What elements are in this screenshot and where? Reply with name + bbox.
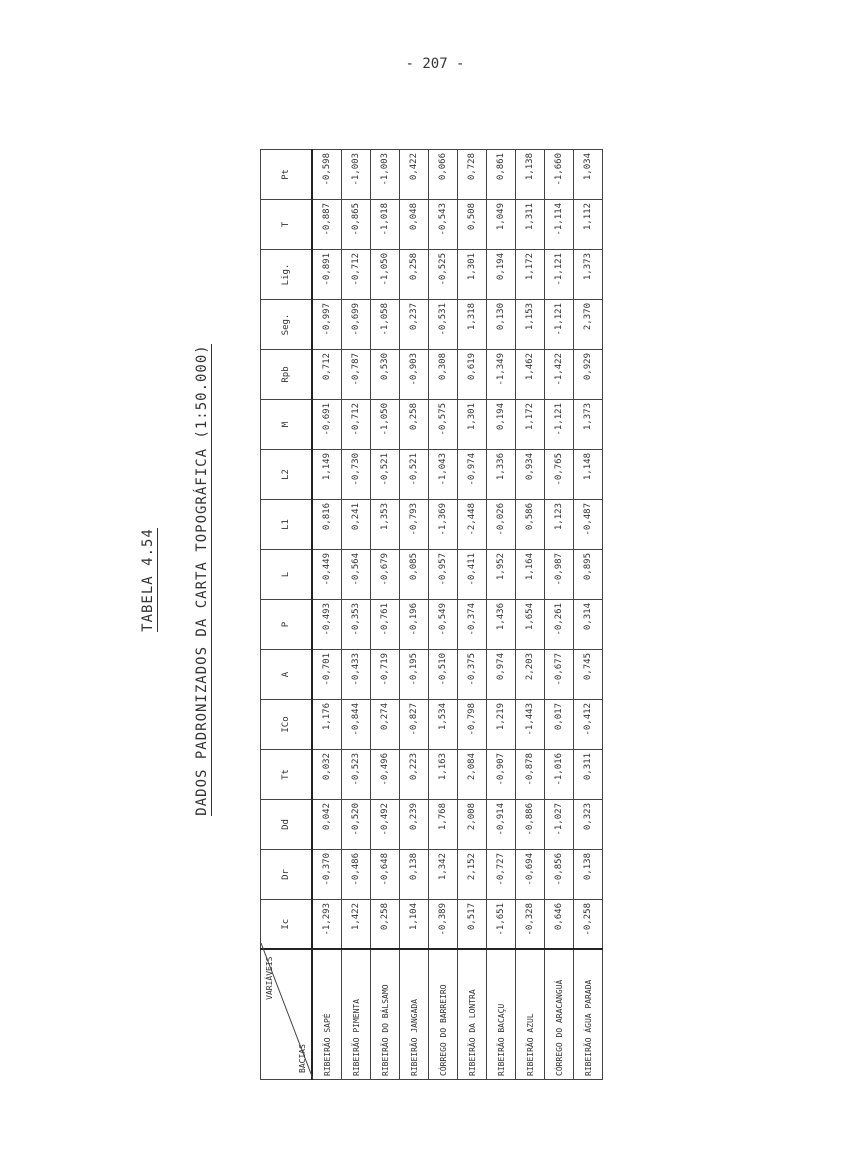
table-cell: 0,311: [574, 750, 603, 800]
table-cell: 0,258: [400, 400, 429, 450]
basin-name: RIBEIRÃO DA LONTRA: [458, 950, 487, 1080]
table-cell: 0,314: [574, 600, 603, 650]
table-cell: 0,929: [574, 350, 603, 400]
table-cell: -0,914: [487, 800, 516, 850]
table-row: [312, 150, 342, 1080]
basin-name: CÓRREGO DO BARREIRO: [429, 950, 458, 1080]
basin-name: RIBEIRÃO BACAÇU: [487, 950, 516, 1080]
basin-name: CÓRREGO DO ARACANGUÁ: [545, 950, 574, 1080]
table-cell: -0,903: [400, 350, 429, 400]
table-row: [545, 150, 574, 1080]
table-cell: -0,411: [458, 550, 487, 600]
table-cell: -0,891: [312, 250, 342, 300]
table-cell: 1,654: [516, 600, 545, 650]
table-cell: -0,353: [342, 600, 371, 650]
table-cell: 2,370: [574, 300, 603, 350]
table-cell: -2,448: [458, 500, 487, 550]
table-cell: 0,323: [574, 800, 603, 850]
table-cell: -0,719: [371, 650, 400, 700]
table-cell: -0,496: [371, 750, 400, 800]
table-cell: 1,149: [312, 450, 342, 500]
table-cell: -0,827: [400, 700, 429, 750]
table-cell: 1,342: [429, 850, 458, 900]
table-cell: 0,223: [400, 750, 429, 800]
table-cell: -0,258: [574, 900, 603, 950]
table-cell: -0,679: [371, 550, 400, 600]
table-cell: -0,761: [371, 600, 400, 650]
table-cell: 1,176: [312, 700, 342, 750]
column-header: Rpb: [261, 350, 313, 400]
table-cell: 0,974: [487, 650, 516, 700]
table-cell: -0,492: [371, 800, 400, 850]
table-row: [371, 150, 400, 1080]
table-cell: -0,844: [342, 700, 371, 750]
table-cell: -0,389: [429, 900, 458, 950]
table-cell: 1,049: [487, 200, 516, 250]
table-cell: 1,373: [574, 250, 603, 300]
table-row: [516, 150, 545, 1080]
table-cell: -0,793: [400, 500, 429, 550]
table-cell: 1,153: [516, 300, 545, 350]
table-cell: -0,531: [429, 300, 458, 350]
table-cell: 1,219: [487, 700, 516, 750]
table-cell: -1,660: [545, 150, 574, 200]
table-cell: 0,258: [400, 250, 429, 300]
table-title: [194, 70, 210, 1090]
header-variables-label: VARIÁVEIS: [265, 956, 274, 1000]
table-cell: -0,787: [342, 350, 371, 400]
table-cell: 0,508: [458, 200, 487, 250]
table-cell: 1,952: [487, 550, 516, 600]
data-table: [260, 149, 603, 1080]
table-label: [140, 70, 156, 1090]
table-cell: -0,856: [545, 850, 574, 900]
table-cell: -0,648: [371, 850, 400, 900]
table-cell: 0,934: [516, 450, 545, 500]
table-cell: -1,422: [545, 350, 574, 400]
table-row: [342, 150, 371, 1080]
table-row: [574, 150, 603, 1080]
table-cell: 1,034: [574, 150, 603, 200]
table-cell: 1,301: [458, 250, 487, 300]
basin-name: RIBEIRÃO ÁGUA PARADA: [574, 950, 603, 1080]
column-header: Pt: [261, 150, 313, 200]
table-cell: -1,018: [371, 200, 400, 250]
table-row: [400, 150, 429, 1080]
table-cell: -0,677: [545, 650, 574, 700]
table-cell: 0,274: [371, 700, 400, 750]
table-cell: 0,017: [545, 700, 574, 750]
table-cell: -0,195: [400, 650, 429, 700]
table-cell: 0,194: [487, 250, 516, 300]
column-header: Dd: [261, 800, 313, 850]
header-row: [261, 150, 313, 1080]
table-cell: 1,422: [342, 900, 371, 950]
table-cell: 1,373: [574, 400, 603, 450]
column-header: Tt: [261, 750, 313, 800]
table-cell: -1,003: [342, 150, 371, 200]
table-cell: -0,887: [312, 200, 342, 250]
column-header: ICo: [261, 700, 313, 750]
table-cell: -0,727: [487, 850, 516, 900]
table-cell: -1,050: [371, 400, 400, 450]
table-cell: 1,172: [516, 250, 545, 300]
table-cell: 0,239: [400, 800, 429, 850]
table-cell: -0,521: [400, 450, 429, 500]
table-cell: -0,196: [400, 600, 429, 650]
basin-name: RIBEIRÃO SAPÉ: [312, 950, 342, 1080]
table-cell: 1,148: [574, 450, 603, 500]
table-cell: -0,691: [312, 400, 342, 450]
table-cell: -0,907: [487, 750, 516, 800]
table-cell: 0,619: [458, 350, 487, 400]
table-cell: -0,261: [545, 600, 574, 650]
table-cell: 2,008: [458, 800, 487, 850]
table-cell: -0,712: [342, 400, 371, 450]
table-cell: -1,058: [371, 300, 400, 350]
table-cell: 1,172: [516, 400, 545, 450]
table-cell: 1,318: [458, 300, 487, 350]
table-cell: -0,575: [429, 400, 458, 450]
table-cell: -0,865: [342, 200, 371, 250]
table-cell: -0,520: [342, 800, 371, 850]
table-cell: 0,712: [312, 350, 342, 400]
column-header: L: [261, 550, 313, 600]
table-cell: -0,974: [458, 450, 487, 500]
table-cell: 0,728: [458, 150, 487, 200]
table-cell: -1,003: [371, 150, 400, 200]
table-cell: 1,112: [574, 200, 603, 250]
table-cell: 0,042: [312, 800, 342, 850]
table-cell: -1,443: [516, 700, 545, 750]
table-body: [312, 150, 603, 1080]
table-row: [458, 150, 487, 1080]
table-title-text: DADOS PADRONIZADOS DA CARTA TOPOGRÁFICA (1:50.000): [194, 344, 210, 816]
table-cell: -0,412: [574, 700, 603, 750]
table-cell: 0,745: [574, 650, 603, 700]
header-basins-label: BACIAS: [298, 1044, 307, 1073]
table-cell: 1,138: [516, 150, 545, 200]
table-cell: 1,164: [516, 550, 545, 600]
table-cell: -0,370: [312, 850, 342, 900]
table-cell: 0,308: [429, 350, 458, 400]
table-cell: -0,701: [312, 650, 342, 700]
table-cell: -0,564: [342, 550, 371, 600]
table-label-text: TABELA 4.54: [140, 528, 156, 632]
table-cell: 0,048: [400, 200, 429, 250]
table-cell: -1,121: [545, 250, 574, 300]
table-cell: -0,510: [429, 650, 458, 700]
column-header: L1: [261, 500, 313, 550]
table-cell: 0,194: [487, 400, 516, 450]
column-header: P: [261, 600, 313, 650]
table-cell: -0,487: [574, 500, 603, 550]
table-cell: 1,768: [429, 800, 458, 850]
table-cell: -1,114: [545, 200, 574, 250]
table-cell: -1,027: [545, 800, 574, 850]
table-cell: 0,258: [371, 900, 400, 950]
table-cell: -0,798: [458, 700, 487, 750]
table-cell: -0,433: [342, 650, 371, 700]
table-cell: -1,349: [487, 350, 516, 400]
table-cell: 1,353: [371, 500, 400, 550]
table-cell: -0,523: [342, 750, 371, 800]
table-cell: -0,886: [516, 800, 545, 850]
table-cell: 0,530: [371, 350, 400, 400]
table-cell: 0,586: [516, 500, 545, 550]
table-cell: 0,517: [458, 900, 487, 950]
table-cell: 1,311: [516, 200, 545, 250]
table-cell: 1,163: [429, 750, 458, 800]
table-cell: -1,651: [487, 900, 516, 950]
table-cell: 0,237: [400, 300, 429, 350]
basin-name: RIBEIRÃO DO BÁLSAMO: [371, 950, 400, 1080]
table-cell: -0,525: [429, 250, 458, 300]
table-cell: 0,130: [487, 300, 516, 350]
table-cell: -0,997: [312, 300, 342, 350]
table-cell: 0,422: [400, 150, 429, 200]
table-cell: 1,104: [400, 900, 429, 950]
table-cell: 0,895: [574, 550, 603, 600]
table-row: [487, 150, 516, 1080]
table-cell: -1,016: [545, 750, 574, 800]
table-cell: -0,987: [545, 550, 574, 600]
table-cell: 0,816: [312, 500, 342, 550]
basin-name: RIBEIRÃO JANGADA: [400, 950, 429, 1080]
table-cell: -0,328: [516, 900, 545, 950]
rotated-table-area: [130, 70, 593, 1090]
table-cell: 0,138: [400, 850, 429, 900]
table-cell: -1,043: [429, 450, 458, 500]
table-cell: 1,534: [429, 700, 458, 750]
header-corner: [261, 950, 313, 1080]
table-cell: -0,449: [312, 550, 342, 600]
table-cell: 0,032: [312, 750, 342, 800]
table-cell: -0,521: [371, 450, 400, 500]
table-cell: -0,712: [342, 250, 371, 300]
table-cell: 0,066: [429, 150, 458, 200]
table-cell: 2,084: [458, 750, 487, 800]
basin-name: RIBEIRÃO AZUL: [516, 950, 545, 1080]
table-row: [429, 150, 458, 1080]
table-cell: -1,050: [371, 250, 400, 300]
table-cell: -0,730: [342, 450, 371, 500]
column-header: Ic: [261, 900, 313, 950]
table-cell: 1,336: [487, 450, 516, 500]
table-cell: -0,549: [429, 600, 458, 650]
column-header: A: [261, 650, 313, 700]
table-cell: -1,293: [312, 900, 342, 950]
page-number: - 207 -: [405, 56, 465, 72]
table-cell: -0,375: [458, 650, 487, 700]
table-cell: 0,241: [342, 500, 371, 550]
table-cell: 0,646: [545, 900, 574, 950]
table-cell: 1,462: [516, 350, 545, 400]
table-cell: -0,878: [516, 750, 545, 800]
column-header: T: [261, 200, 313, 250]
basin-name: RIBEIRÃO PIMENTA: [342, 950, 371, 1080]
table-cell: -0,493: [312, 600, 342, 650]
table-cell: -0,486: [342, 850, 371, 900]
table-cell: -1,369: [429, 500, 458, 550]
column-header: L2: [261, 450, 313, 500]
table-cell: -1,121: [545, 400, 574, 450]
table-cell: 1,436: [487, 600, 516, 650]
table-cell: -0,543: [429, 200, 458, 250]
table-cell: -0,957: [429, 550, 458, 600]
table-cell: -0,026: [487, 500, 516, 550]
table-cell: 0,861: [487, 150, 516, 200]
table-cell: -1,121: [545, 300, 574, 350]
table-cell: 1,123: [545, 500, 574, 550]
table-cell: 0,085: [400, 550, 429, 600]
column-header: M: [261, 400, 313, 450]
table-cell: -0,765: [545, 450, 574, 500]
table-cell: -0,694: [516, 850, 545, 900]
column-header: Seg.: [261, 300, 313, 350]
table-cell: -0,374: [458, 600, 487, 650]
table-cell: 2,152: [458, 850, 487, 900]
table-cell: 2,203: [516, 650, 545, 700]
table-cell: -0,598: [312, 150, 342, 200]
table-cell: 0,138: [574, 850, 603, 900]
column-header: Lig.: [261, 250, 313, 300]
table-cell: -0,699: [342, 300, 371, 350]
column-header: Dr: [261, 850, 313, 900]
table-cell: 1,301: [458, 400, 487, 450]
